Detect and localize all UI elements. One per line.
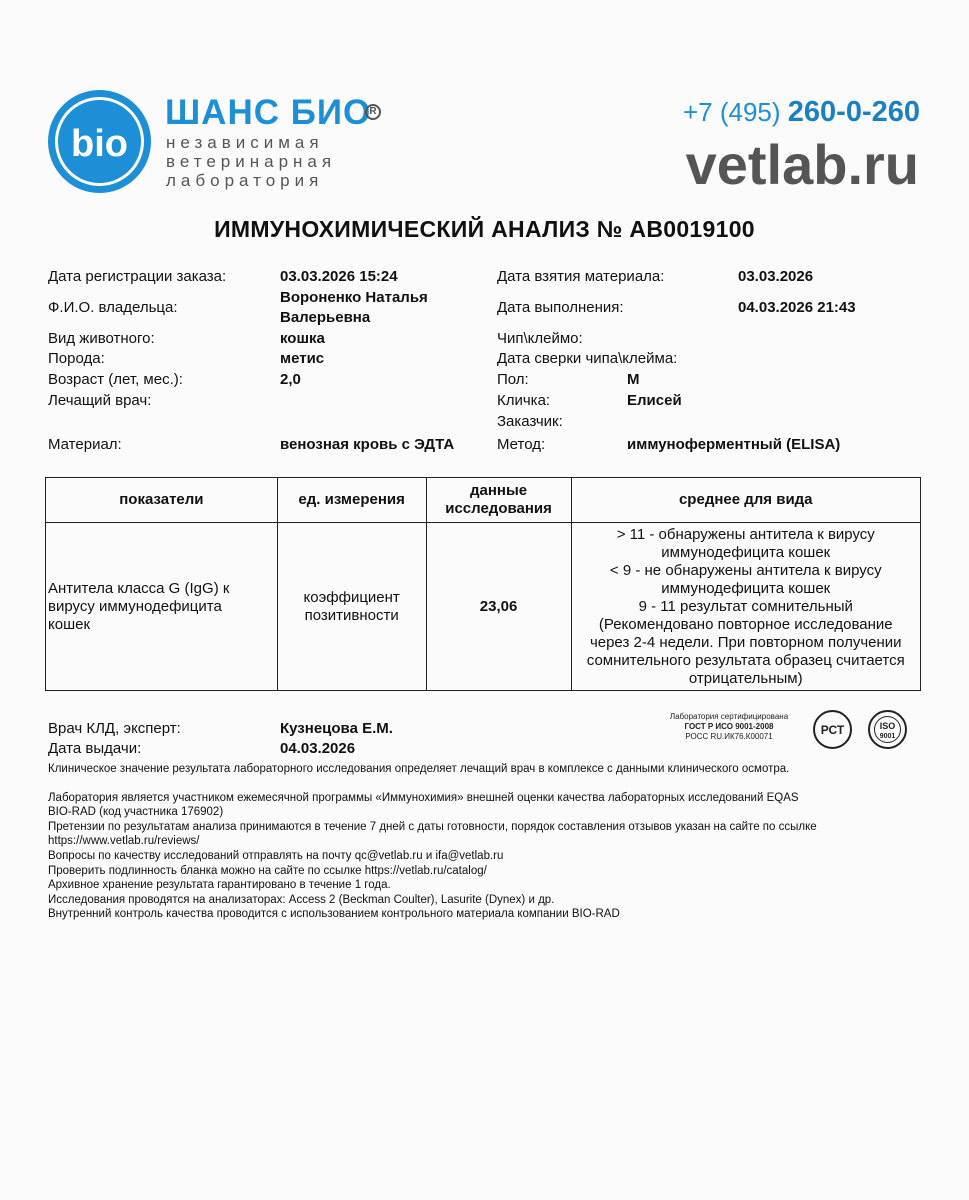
reference-line: < 9 - не обнаружены антитела к вирусу	[609, 561, 882, 579]
age-label: Возраст (лет, мес.):	[48, 371, 183, 388]
reference-line: сомнительного результата образец считается	[586, 651, 905, 669]
sex-label: Пол:	[497, 371, 529, 388]
header-data-line: исследования	[445, 500, 552, 517]
footer-note: Исследования проводятся на анализаторах: Access 2 (Beckman Coulter), Lasurite (Dynex) и др.	[48, 894, 555, 906]
reg-date-label: Дата регистрации заказа:	[48, 268, 227, 285]
owner-value-line1: Вороненко Наталья	[280, 289, 428, 306]
species-value: кошка	[280, 330, 325, 347]
reg-date-value: 03.03.2026 15:24	[280, 268, 398, 285]
method-label: Метод:	[497, 436, 546, 453]
header-unit: ед. измерения	[277, 478, 426, 523]
reference-line: иммунодефицита кошек	[661, 579, 831, 597]
clinical-note: Клиническое значение результата лабораторного исследования определяет лечащий врач в комплексе с данными клинического осмотра.	[48, 763, 790, 775]
method-value: иммуноферментный (ELISA)	[627, 436, 841, 453]
indicator-line: вирусу иммунодефицита	[48, 597, 222, 615]
unit-line: позитивности	[304, 606, 399, 624]
footer-note: Проверить подлинность бланка можно на сайте по ссылке https://vetlab.ru/catalog/	[48, 865, 487, 877]
phone-number	[683, 96, 920, 129]
footer-note: Внутренний контроль качества проводится с использованием контрольного материала компании BIO-RAD	[48, 908, 620, 920]
sex-value: М	[627, 371, 640, 388]
header-data-line: данные	[469, 482, 528, 499]
reference-line: отрицательным)	[688, 669, 803, 687]
header-data	[426, 478, 571, 523]
expert-label: Врач КЛД, эксперт:	[48, 720, 181, 737]
brand-subtitle-line: лаборатория	[166, 171, 324, 190]
nickname-value: Елисей	[627, 392, 682, 409]
iso-text: ISO	[879, 721, 896, 731]
indicator-line: кошек	[48, 615, 91, 633]
table-header-row	[46, 478, 921, 523]
rst-text: РСТ	[820, 723, 845, 737]
brand-subtitle-line: независимая	[166, 133, 324, 152]
unit-cell	[277, 523, 426, 691]
cert-line: ГОСТ Р ИСО 9001-2008	[684, 722, 774, 731]
iso-num: 9001	[879, 733, 896, 740]
document-title: ИММУНОХИМИЧЕСКИЙ АНАЛИЗ № АВ0019100	[214, 216, 755, 242]
footer-note: https://www.vetlab.ru/reviews/	[48, 835, 200, 847]
doctor-label: Лечащий врач:	[48, 392, 152, 409]
owner-value-line2: Валерьевна	[280, 309, 371, 326]
phone-prefix: +7 (495)	[682, 97, 781, 127]
footer-note: BIO-RAD (код участника 176902)	[48, 806, 224, 818]
breed-value: метис	[280, 350, 325, 367]
owner-label: Ф.И.О. владельца:	[48, 299, 178, 316]
chip-label: Чип\клеймо:	[497, 330, 583, 347]
sample-date-label: Дата взятия материала:	[497, 268, 665, 285]
result-value-cell: 23,06	[426, 523, 571, 691]
rst-cert-icon	[812, 709, 853, 750]
customer-label: Заказчик:	[497, 413, 563, 430]
reference-line: 9 - 11 результат сомнительный	[638, 597, 853, 615]
brand-name: ШАНС БИО	[165, 93, 372, 132]
reference-line: иммунодефицита кошек	[661, 543, 831, 561]
done-date-label: Дата выполнения:	[497, 299, 624, 316]
chip-check-label: Дата сверки чипа\клейма:	[497, 350, 678, 367]
sample-date-value: 03.03.2026	[738, 268, 814, 285]
phone-main: 260-0-260	[787, 96, 920, 128]
material-label: Материал:	[48, 436, 122, 453]
header-indicator: показатели	[46, 478, 278, 523]
expert-value: Кузнецова Е.М.	[280, 720, 393, 737]
nickname-label: Кличка:	[497, 392, 551, 409]
cert-line: Лаборатория сертифицирована	[669, 712, 789, 721]
reference-line: через 2-4 недели. При повторном получении	[589, 633, 902, 651]
reference-line: > 11 - обнаружены антитела к вирусу	[616, 525, 875, 543]
species-label: Вид животного:	[48, 330, 155, 347]
footer-note: Вопросы по качеству исследований отправлять на почту qc@vetlab.ru и ifa@vetlab.ru	[48, 850, 504, 862]
registered-mark-icon: R	[365, 104, 381, 120]
age-value: 2,0	[280, 371, 301, 388]
company-logo	[48, 90, 151, 193]
results-table	[45, 477, 921, 691]
cert-line: РОСС RU.ИК76.К00071	[685, 732, 773, 741]
footer-note: Претензии по результатам анализа принимаются в течение 7 дней с даты готовности, порядок составления отзывов указан на сайте по ссылке	[48, 821, 817, 833]
header-reference: среднее для вида	[571, 478, 920, 523]
site-url: vetlab.ru	[685, 133, 919, 196]
footer-note: Архивное хранение результата гарантировано в течение 1 года.	[48, 879, 391, 891]
certification-block	[650, 712, 808, 742]
table-row	[46, 523, 921, 691]
issue-date-label: Дата выдачи:	[48, 740, 142, 757]
reference-cell	[571, 523, 920, 691]
done-date-value: 04.03.2026 21:43	[738, 299, 856, 316]
indicator-line: Антитела класса G (IgG) к	[48, 579, 230, 597]
breed-label: Порода:	[48, 350, 105, 367]
bio-logo-icon	[48, 90, 151, 193]
logo-text: bio	[71, 123, 128, 165]
issue-date-value: 04.03.2026	[280, 740, 356, 757]
brand-subtitle-line: ветеринарная	[166, 152, 337, 171]
unit-line: коэффициент	[303, 588, 400, 606]
iso-cert-icon	[867, 709, 908, 750]
reference-line: (Рекомендовано повторное исследование	[598, 615, 893, 633]
material-value: венозная кровь с ЭДТА	[280, 436, 455, 453]
footer-note: Лаборатория является участником ежемесячной программы «Иммунохимия» внешней оценки качества лабораторных исследований EQAS	[48, 792, 799, 804]
indicator-cell	[46, 523, 278, 691]
